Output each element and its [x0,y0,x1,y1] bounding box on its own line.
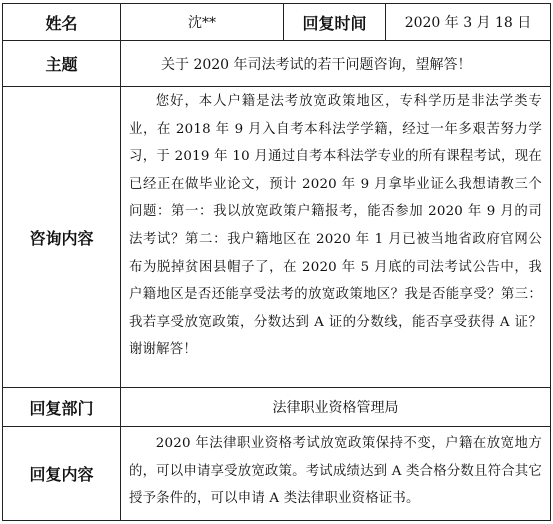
subject-row [3,41,551,87]
department-value: 法律职业资格管理局 [121,388,551,427]
inquiry-text: 您好，本人户籍是法考放宽政策地区，专科学历是非法学类专业，在 2018 年 9 月入自考本科法学学籍，经过一年多艰苦努力学习，于 2019 年 10 月通过自考本科法学专业的所有课程考试，现在已经正在做毕业论文，预计 2020 年 9 月拿毕业证么我想请教三个问题：第一：我以放宽政策户籍报考，能否参加 2020 年 9 月的司法考试？第二：我户籍地区在 2020 年 1 月已被当地省政府官网公布为脱掉贫困县帽子了，在 2020 年 5 月底的司法考试公告中，我户籍地区是否还能享受法考的放宽政策地区？我是否能享受？第三：我若享受放宽政策，分数达到 A 证的分数线，能否享受获得 A 证？谢谢解答！ [121,87,551,388]
reply-time-label: 回复时间 [284,4,386,41]
department-label: 回复部门 [3,388,121,427]
header-row [3,4,551,41]
subject-label: 主题 [3,41,121,87]
reply-label: 回复内容 [3,427,121,521]
name-label: 姓名 [3,4,121,41]
inquiry-label: 咨询内容 [3,87,121,388]
reply-row [3,427,551,521]
subject-value: 关于 2020 年司法考试的若干问题咨询，望解答！ [121,41,551,87]
reply-text: 2020 年法律职业资格考试放宽政策保持不变，户籍在放宽地方的，可以申请享受放宽政策。考试成绩达到 A 类合格分数且符合其它授予条件的，可以申请 A 类法律职业资格证书。 [121,427,551,521]
inquiry-row [3,87,551,388]
department-row [3,388,551,427]
reply-time-value: 2020 年 3 月 18 日 [386,4,551,41]
name-value: 沈** [121,4,284,41]
consultation-table [2,3,551,521]
